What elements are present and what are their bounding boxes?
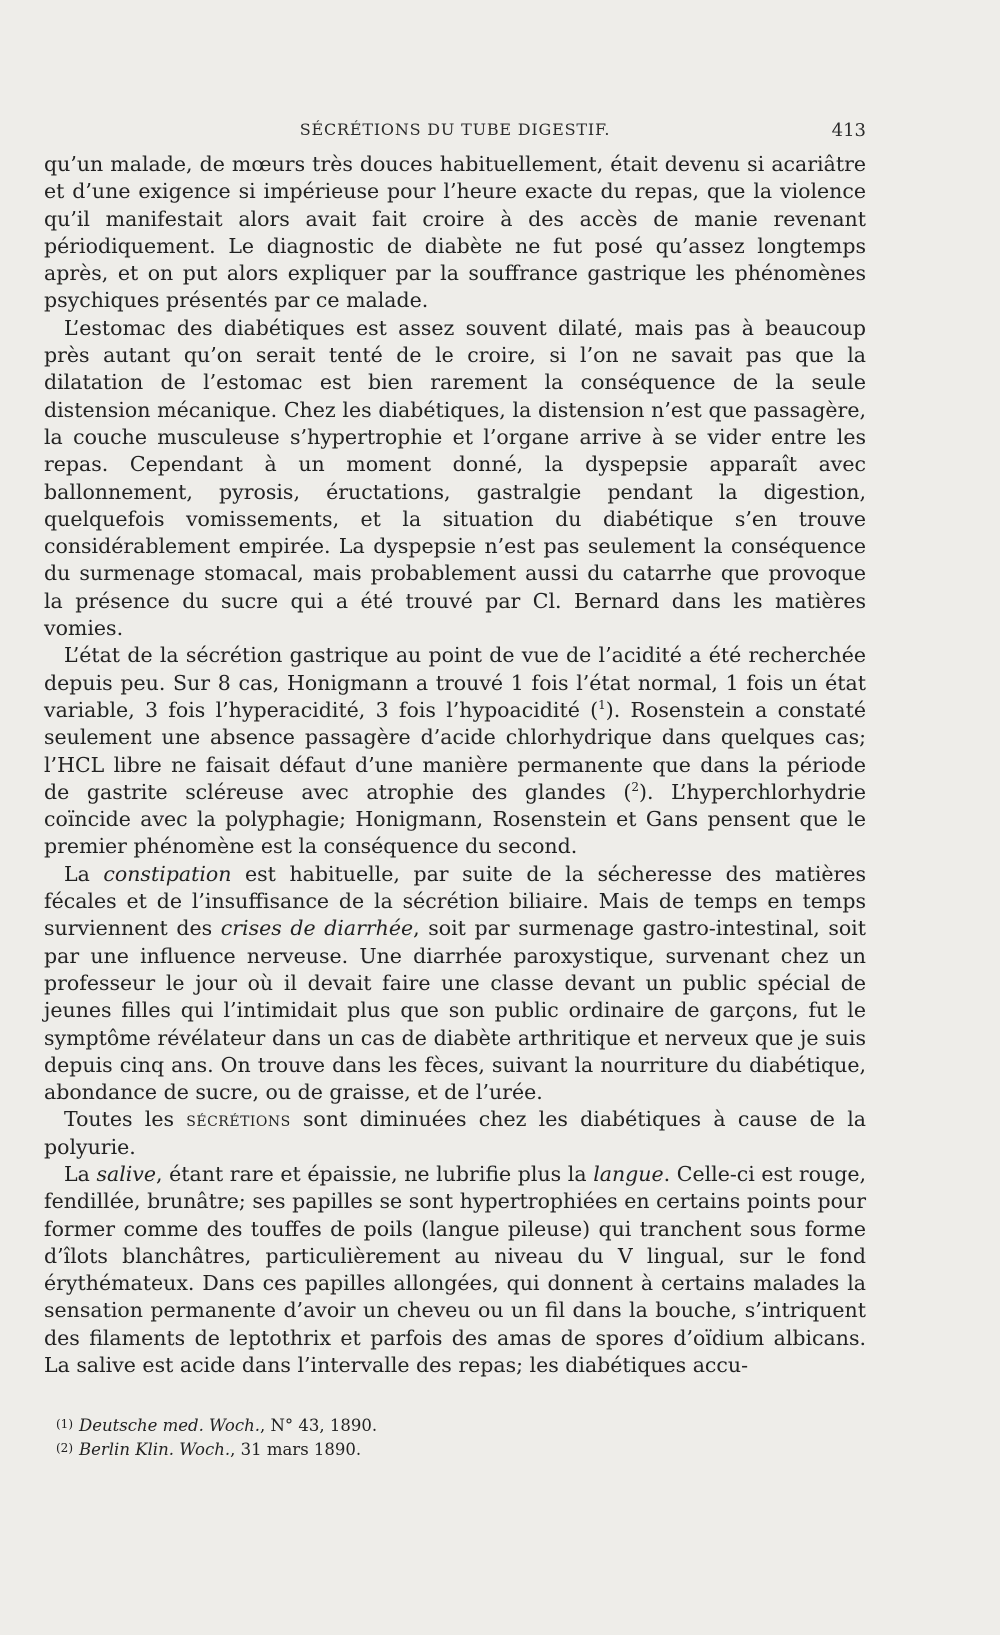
paragraph [44, 861, 866, 1107]
text-italic: constipation [103, 861, 232, 886]
text-italic: crises de diarrhée [220, 916, 414, 941]
page-number: 413 [831, 120, 866, 141]
text-run: . Celle-ci est rouge, fendillée, brunâtre; ses papilles se sont hypertrophiées en certains points pour former comme des touffes de poils (langue pileuse) qui tranchent sous forme d’îlots blanchâtres, particulièrement au niveau du V lingual, sur le fond érythémateux. Dans ces papilles allongées, qui donnent à certains malades la sensation permanente d’avoir un cheveu ou un fil dans la bouche, s’intriquent des filaments de leptothrix et parfois des amas de spores d’oïdium albicans. La salive est acide dans l’intervalle des repas; les diabétiques accu- [44, 1161, 867, 1378]
text-run: La [64, 861, 104, 886]
text-sup: 2 [631, 780, 640, 794]
footnote-detail: , 31 mars 1890. [230, 1440, 362, 1459]
text-run: qu’un malade, de mœurs très douces habituellement, était devenu si acariâtre et d’une exigence si impérieuse pour l’heure exacte du repas, que la violence qu’il manifestait alors avait fait croire à des accès de manie revenant périodiquement. Le diagnostic de diabète ne fut posé qu’assez longtemps après, et on put alors expliquer par la souffrance gastrique les phénomènes psychiques présentés par ce malade. [44, 152, 866, 313]
text-run: L’état de la sécrétion gastrique au point de vue de l’acidité a été recherchée depuis peu. Sur 8 cas, Honigmann a trouvé 1 fois l’état normal, 1 fois un état variable, 3 fois l’hyperacidité, 3 fois l’hypoacidité ( [44, 643, 866, 722]
footnote-detail: , N° 43, 1890. [259, 1416, 378, 1435]
text-italic: salive [96, 1161, 157, 1186]
running-title: SÉCRÉTIONS DU TUBE DIGESTIF. [299, 120, 611, 139]
text-italic: langue [593, 1161, 664, 1186]
text-run: sont diminuées chez les diabétiques à cause de la polyurie. [44, 1107, 866, 1159]
text-run: Toutes les [64, 1107, 187, 1132]
footnote-mark: (2) [56, 1441, 73, 1455]
text-run: , soit par surmenage gastro-intestinal, soit par une influence nerveuse. Une diarrhée paroxystique, survenant chez un professeur le jour où il devait faire une classe devant un public spécial de jeunes filles qui l’intimidait plus que son public ordinaire de garçons, fut le symptôme révélateur dans un cas de diabète arthritique et nerveux que je suis depuis cinq ans. On trouve dans les fèces, suivant la nourriture du diabétique, abondance de sucre, ou de graisse, et de l’urée. [44, 916, 866, 1105]
paragraph [44, 315, 866, 643]
running-head [44, 120, 866, 146]
text-run: , étant rare et épaissie, ne lubrifie plus la [156, 1161, 594, 1186]
text-run: ). Rosenstein a constaté seulement une absence passagère d’acide chlorhydrique dans quelques cas; l’HCL libre ne faisait défaut d’une manière permanente que dans la période de gastrite scléreuse avec atrophie des glandes ( [44, 697, 866, 804]
body-text [44, 151, 866, 1379]
text-run: L’estomac des diabétiques est assez souvent dilaté, mais pas à beaucoup près autant qu’on serait tenté de le croire, si l’on ne savait pas que la dilatation de l’estomac est bien rarement la conséquence de la seule distension mécanique. Chez les diabétiques, la distension n’est que passagère, la couche musculeuse s’hypertrophie et l’organe arrive à se vider entre les repas. Cependant à un moment donné, la dyspepsie apparaît avec ballonnement, pyrosis, éructations, gastralgie pendant la digestion, quelquefois vomissements, et la situation du diabétique s’en trouve considérablement empirée. La dyspepsie n’est pas seulement la conséquence du surmenage stomacal, mais probablement aussi du catarrhe que provoque la présence du sucre qui a été trouvé par Cl. Bernard dans les matières vomies. [44, 315, 866, 641]
footnotes [56, 1413, 377, 1461]
paragraph [44, 151, 866, 315]
paragraph [44, 642, 866, 860]
footnote-source: Deutsche med. Woch. [79, 1416, 260, 1435]
footnote [56, 1437, 377, 1461]
paragraph [44, 1106, 866, 1161]
text-run: est habituelle, par suite de la sécheresse des matières fécales et de l’insuffisance de la sécrétion biliaire. Mais de temps en temps surviennent des [44, 861, 867, 941]
paragraph [44, 1161, 866, 1379]
footnote [56, 1413, 377, 1437]
text-smallcaps: sécrétions [186, 1107, 291, 1132]
text-sup: 1 [598, 698, 606, 713]
text-run: ). L’hyperchlorhydrie coïncide avec la polyphagie; Honigmann, Rosenstein et Gans pensent que le premier phénomène est la conséquence du second. [44, 779, 866, 859]
footnote-source: Berlin Klin. Woch. [79, 1440, 231, 1459]
footnote-mark: (1) [56, 1417, 73, 1431]
text-run: La [64, 1161, 97, 1186]
